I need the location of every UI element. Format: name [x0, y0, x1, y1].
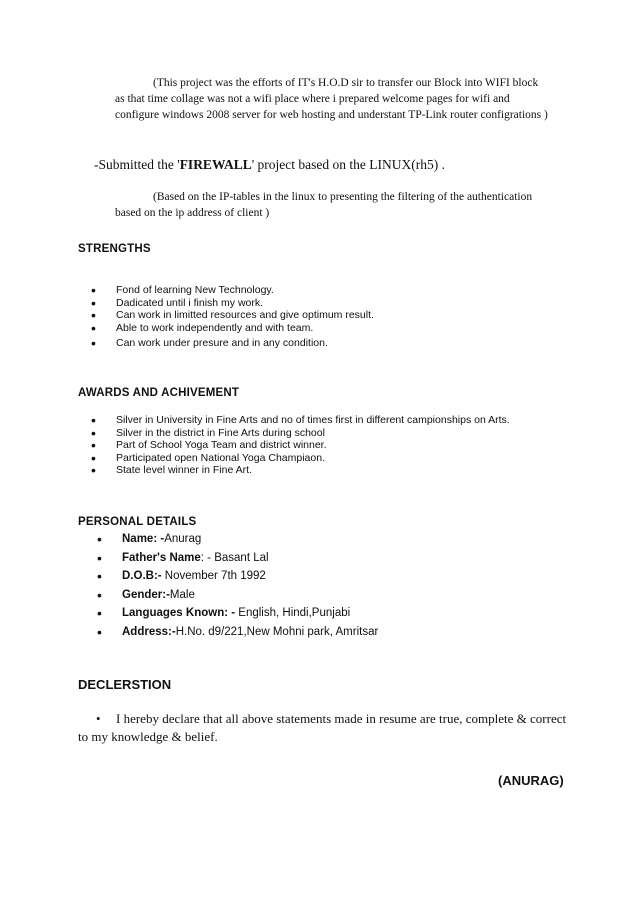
strengths-list: [91, 284, 374, 350]
firewall-suffix: ' project based on the LINUX(rh5) .: [251, 157, 445, 172]
declaration-text: [78, 710, 566, 746]
strength-item: • Can work under presure and in any condition.: [91, 337, 374, 350]
strength-item: • Able to work independently and with team.: [91, 322, 374, 335]
personal-name: • Name: -Anurag: [97, 530, 378, 549]
award-item: • Part of School Yoga Team and district winner.: [91, 439, 510, 452]
project-note-line-1: (This project was the efforts of IT's H.O.D sir to transfer our Block into WIFI block: [153, 77, 539, 89]
personal-languages: • Languages Known: - English, Hindi,Punjabi: [97, 604, 378, 623]
strengths-heading: STRENGTHS: [78, 243, 151, 255]
project-note-line-2: as that time collage was not a wifi place where i prepared welcome pages for wifi and: [115, 93, 510, 105]
strength-item: • Can work in limitted resources and give optimum result.: [91, 309, 374, 322]
project-note: [115, 75, 595, 123]
personal-father-name: • Father's Name: - Basant Lal: [97, 549, 378, 568]
firewall-note-line-2: based on the ip address of client ): [115, 207, 270, 219]
strength-item: • Fond of learning New Technology.: [91, 284, 374, 297]
firewall-prefix: -Submitted the ': [94, 157, 180, 172]
declaration-line-2: to my knowledge & belief.: [78, 729, 218, 744]
personal-dob: • D.O.B:- November 7th 1992: [97, 567, 378, 586]
award-item: • Participated open National Yoga Champiaon.: [91, 452, 510, 465]
personal-address: • Address:-H.No. d9/221,New Mohni park, Amritsar: [97, 623, 378, 642]
award-item: • Silver in University in Fine Arts and no of times first in different campionships on Arts.: [91, 414, 510, 427]
firewall-note-line-1: (Based on the IP-tables in the linux to presenting the filtering of the authentication: [153, 191, 533, 203]
personal-gender: • Gender:-Male: [97, 586, 378, 605]
firewall-name: FIREWALL: [179, 157, 252, 172]
declaration-heading: DECLERSTION: [78, 677, 172, 692]
project-note-line-3: configure windows 2008 server for web hosting and understant TP-Link router configrations ): [115, 109, 548, 121]
personal-heading: PERSONAL DETAILS: [78, 516, 197, 528]
strength-item: • Dadicated until i finish my work.: [91, 297, 374, 310]
award-item: • Silver in the district in Fine Arts during school: [91, 427, 510, 440]
firewall-note: [115, 189, 532, 221]
bullet-icon: •: [96, 711, 101, 726]
award-item: • State level winner in Fine Art.: [91, 464, 510, 477]
awards-heading: AWARDS AND ACHIVEMENT: [78, 387, 240, 399]
firewall-project: [94, 157, 445, 173]
personal-list: [97, 530, 378, 641]
declaration-line-1: • I hereby declare that all above statements made in resume are true, complete & correct: [96, 711, 567, 726]
signature: (ANURAG): [498, 773, 564, 788]
awards-list: [91, 414, 510, 477]
